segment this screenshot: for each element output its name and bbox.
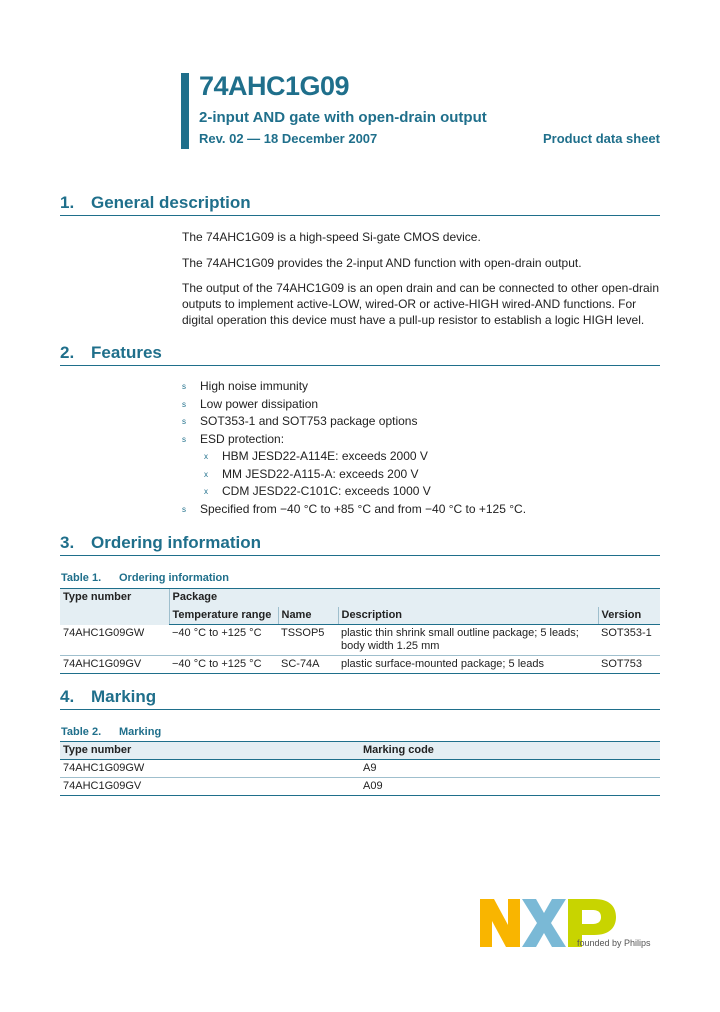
column-header: Type number [60, 742, 360, 760]
list-item [182, 378, 526, 396]
bullet-icon: s [182, 399, 186, 409]
bullet-icon: s [182, 382, 186, 391]
list-item [182, 396, 526, 414]
logo-letter-x [522, 899, 566, 947]
revision-line: Rev. 02 — 18 December 2007 [199, 131, 378, 146]
list-item-text: Specified from −40 °C to +85 °C and from −40 °C to +125 °C. [200, 501, 527, 516]
table-cell: SC-74A [278, 656, 338, 674]
ordering-table [60, 588, 660, 674]
paragraph: The 74AHC1G09 is a high-speed Si-gate CMOS device. [182, 230, 481, 244]
section-number: 1. [60, 193, 75, 212]
table-title: Marking [119, 726, 162, 738]
document-title: 74AHC1G09 [199, 71, 350, 101]
table-title: Ordering information [119, 572, 229, 584]
list-item-text: SOT353-1 and SOT753 package options [200, 414, 418, 428]
section-number: 4. [60, 687, 75, 706]
section-title: Ordering information [91, 533, 261, 552]
table-row [60, 625, 660, 656]
table-header-row [60, 589, 660, 607]
header-accent-bar [181, 73, 189, 149]
column-header: Type number [60, 589, 169, 625]
table-cell: 74AHC1G09GW [60, 760, 360, 778]
table-cell: 74AHC1G09GV [60, 656, 169, 674]
sub-bullet-icon: x [204, 469, 208, 479]
list-item-text: HBM JESD22-A114E: exceeds 2000 V [222, 449, 428, 463]
table-header-row [60, 742, 660, 760]
table-row [60, 778, 660, 796]
table-cell: TSSOP5 [278, 625, 338, 656]
logo-letter-n [480, 899, 520, 947]
sub-bullet-icon: x [204, 452, 208, 461]
column-header: Description [338, 607, 598, 625]
table-number: Table 1. [61, 572, 102, 584]
marking-table [60, 741, 660, 796]
section-title: Marking [91, 687, 157, 706]
section-heading-marking [60, 687, 660, 710]
table-cell: 74AHC1G09GW [60, 625, 169, 656]
table-cell: plastic thin shrink small outline package; 5 leads; body width 1.25 mm [338, 625, 598, 656]
list-subitem [182, 448, 526, 466]
section-heading-ordering [60, 533, 660, 556]
document-subtitle: 2-input AND gate with open-drain output [199, 109, 487, 126]
paragraph: The output of the 74AHC1G09 is an open drain and can be connected to other open-drain outputs to implement active-LOW, wired-OR or active-HIGH wired-AND functions. For digital operation this device must have a pull-up resistor to establish a logic HIGH level. [182, 281, 659, 327]
bullet-icon: s [182, 434, 186, 444]
features-list [182, 378, 526, 518]
document-type: Product data sheet [542, 131, 660, 146]
table-cell: A09 [360, 778, 660, 796]
logo-tagline: founded by Philips [577, 938, 651, 948]
column-header: Marking code [360, 742, 660, 760]
section-heading-features [60, 343, 660, 366]
table-cell: SOT353-1 [598, 625, 660, 656]
column-header: Temperature range [169, 607, 278, 625]
table-cell: plastic surface-mounted package; 5 leads [338, 656, 598, 674]
list-item [182, 413, 526, 431]
table-cell: A9 [360, 760, 660, 778]
list-subitem [182, 466, 526, 484]
list-item [182, 431, 526, 449]
section-heading-general [60, 193, 660, 216]
section-number: 2. [60, 343, 75, 362]
list-item-text: MM JESD22-A115-A: exceeds 200 V [222, 466, 419, 481]
list-item-text: High noise immunity [200, 379, 309, 393]
paragraph: The 74AHC1G09 provides the 2-input AND function with open-drain output. [182, 256, 582, 270]
list-subitem [182, 483, 526, 501]
list-item [182, 501, 526, 519]
table-row [60, 656, 660, 674]
table-caption [61, 726, 161, 738]
column-header: Version [598, 607, 660, 625]
list-item-text: ESD protection: [200, 431, 285, 446]
sub-bullet-icon: x [204, 487, 208, 496]
bullet-icon: s [182, 417, 186, 426]
list-item-text: CDM JESD22-C101C: exceeds 1000 V [222, 484, 431, 498]
list-item-text: Low power dissipation [200, 396, 319, 411]
column-header: Name [278, 607, 338, 625]
column-group-header: Package [169, 589, 660, 607]
table-cell: −40 °C to +125 °C [169, 625, 278, 656]
table-cell: SOT753 [598, 656, 660, 674]
bullet-icon: s [182, 504, 186, 514]
table-caption [61, 572, 229, 584]
nxp-logo [478, 897, 668, 957]
section-number: 3. [60, 533, 75, 552]
table-cell: −40 °C to +125 °C [169, 656, 278, 674]
table-cell: 74AHC1G09GV [60, 778, 360, 796]
table-row [60, 760, 660, 778]
section-title: Features [91, 343, 162, 362]
section-title: General description [91, 193, 251, 212]
table-number: Table 2. [61, 726, 102, 738]
